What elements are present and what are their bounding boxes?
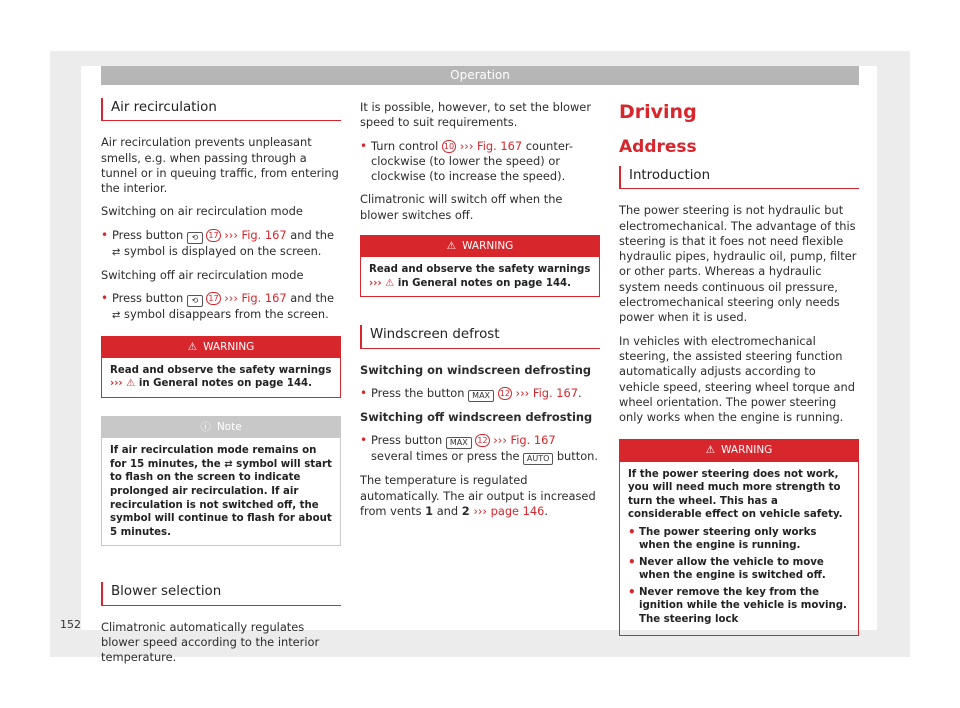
ref-number: 17 [208, 230, 219, 240]
page-reference-link[interactable]: General notes on page 144. [412, 277, 572, 289]
bullet-off: • Press button ⟲ 17 ››› Fig. 167 and the ⇄ symbol disappears from the screen. [101, 291, 341, 323]
warning-box [619, 439, 859, 636]
section-heading-defrost: Windscreen defrost [360, 325, 600, 348]
bullet-defrost-on: • Press the button MAX 12 ››› Fig. 167. [360, 386, 600, 402]
ref-number: 10 [443, 141, 455, 151]
warning-header: ⚠ WARNING [102, 337, 340, 358]
paragraph-steering-2: In vehicles with electromechanical steering, the assisted steering function automatically adjusts according to vehicle speed, steering wheel torque and wheel orientation. The power steering only works when the engine is running. [619, 333, 855, 425]
warning-triangle-icon: ⚠ [385, 277, 395, 289]
section-heading-air-recirculation: Air recirculation [101, 98, 341, 121]
section-title: Address [619, 137, 697, 157]
paragraph-switch-off: Climatronic will switch off when the blower switches off. [360, 192, 563, 222]
section-heading-blower: Blower selection [101, 582, 341, 605]
subheading-defrost-off: Switching off windscreen defrosting [360, 409, 593, 424]
warning-bullet: • Never remove the key from the ignition while the vehicle is moving. The steering lock [628, 586, 850, 627]
warning-triangle-icon: ⚠ [446, 240, 457, 253]
subheading-on: Switching on air recirculation mode [101, 204, 303, 219]
paragraph-temperature: The temperature is regulated automatically. The air output is increased from vents 1 and 2 ››› page 146. [360, 473, 596, 518]
subheading-defrost-on: Switching on windscreen defrosting [360, 362, 592, 377]
recirculation-button-icon: ⟲ [187, 232, 203, 244]
column-3 [619, 100, 859, 654]
paragraph-blower: Climatronic automatically regulates blower speed according to the interior temperature. [101, 619, 320, 665]
warning-header: ⚠ WARNING [361, 236, 599, 257]
recirculation-symbol-icon: ⇄ [112, 310, 121, 322]
chapter-title: Driving [619, 101, 697, 123]
note-body: If air recirculation mode remains on for 15 minutes, the ⇄ symbol will start to flash on the screen to indicate prolonged air recirculation. If air recirculation is not switched off, the symbol will continue to flash for about 5 minutes. [110, 445, 332, 538]
page-reference-link[interactable]: General notes on page 144. [153, 378, 313, 390]
recirculation-symbol-icon: ⇄ [112, 246, 121, 258]
subheading-off: Switching off air recirculation mode [101, 268, 304, 283]
warning-triangle-icon: ⚠ [126, 378, 136, 390]
info-icon: ⓘ [200, 420, 211, 433]
page-number: 152 [60, 618, 81, 631]
warning-bullet: • The power steering only works when the engine is running. [628, 526, 850, 553]
fig-link[interactable]: ››› Fig. 167 [224, 227, 287, 242]
note-header: ⓘ Note [102, 417, 340, 438]
paragraph-intro: Air recirculation prevents unpleasant smells, e.g. when passing through a tunnel or in queuing traffic, from entering the interior. [101, 135, 339, 196]
warning-body: Read and observe the safety warnings ››› ⚠ in General notes on page 144. [110, 364, 332, 390]
ref-number: 12 [477, 436, 488, 446]
header-title: Operation [450, 68, 510, 82]
defrost-max-button-icon: MAX [446, 437, 472, 449]
section-heading-introduction: Introduction [619, 166, 859, 189]
fig-link[interactable]: ››› Fig. 167 [515, 385, 578, 400]
bullet-turn-control: • Turn control 10 ››› Fig. 167 counter-clockwise (to lower the speed) or clockwise (to increase the speed). [360, 139, 600, 185]
fig-link[interactable]: ››› Fig. 167 [224, 291, 287, 306]
bullet-defrost-off: • Press button MAX 12 ››› Fig. 167 several times or press the AUTO button. [360, 433, 600, 465]
note-box [101, 416, 341, 546]
ref-number: 17 [208, 294, 219, 304]
paragraph-steering-1: The power steering is not hydraulic but electromechanical. The advantage of this steering is that it foes not need flexible hydraulic pipes, hydraulic oil, pump, filter or other parts. Whereas a hydraulic system needs continuous oil pressure, electromechanical steering only needs power when it is used. [619, 203, 857, 325]
warning-box [101, 336, 341, 398]
warning-body: Read and observe the safety warnings ››› ⚠ in General notes on page 144. [369, 264, 591, 289]
warning-box [360, 235, 600, 297]
fig-link[interactable]: ››› Fig. 167 [459, 138, 523, 153]
warning-header: ⚠ WARNING [620, 440, 858, 461]
fig-link[interactable]: ››› Fig. 167 [493, 433, 556, 448]
warning-triangle-icon: ⚠ [705, 444, 716, 457]
warning-triangle-icon: ⚠ [187, 340, 198, 353]
column-2 [360, 100, 600, 527]
recirculation-symbol-icon: ⇄ [224, 458, 233, 470]
paragraph-blower-speed: It is possible, however, to set the blower speed to suit requirements. [360, 100, 591, 130]
warning-body: If the power steering does not work, you will need much more strength to turn the wheel. This has a considerable effect on vehicle safety. • The power steering only works when the engine is running. • Never allow the vehicle to move when the engine is switched off. • Never remove the key from the ignition while the vehicle is moving. The steering lock [620, 462, 858, 636]
ref-number: 12 [499, 388, 510, 398]
page-link[interactable]: ››› page 146 [473, 503, 545, 518]
column-1 [101, 98, 341, 674]
section-header-band [101, 66, 859, 85]
bullet-on: • Press button ⟲ 17 ››› Fig. 167 and the ⇄ symbol is displayed on the screen. [101, 228, 341, 260]
recirculation-button-icon: ⟲ [187, 295, 203, 307]
warning-bullet: • Never allow the vehicle to move when the engine is switched off. [628, 556, 850, 583]
defrost-max-button-icon: MAX [468, 390, 494, 402]
auto-button-icon: AUTO [523, 453, 553, 465]
